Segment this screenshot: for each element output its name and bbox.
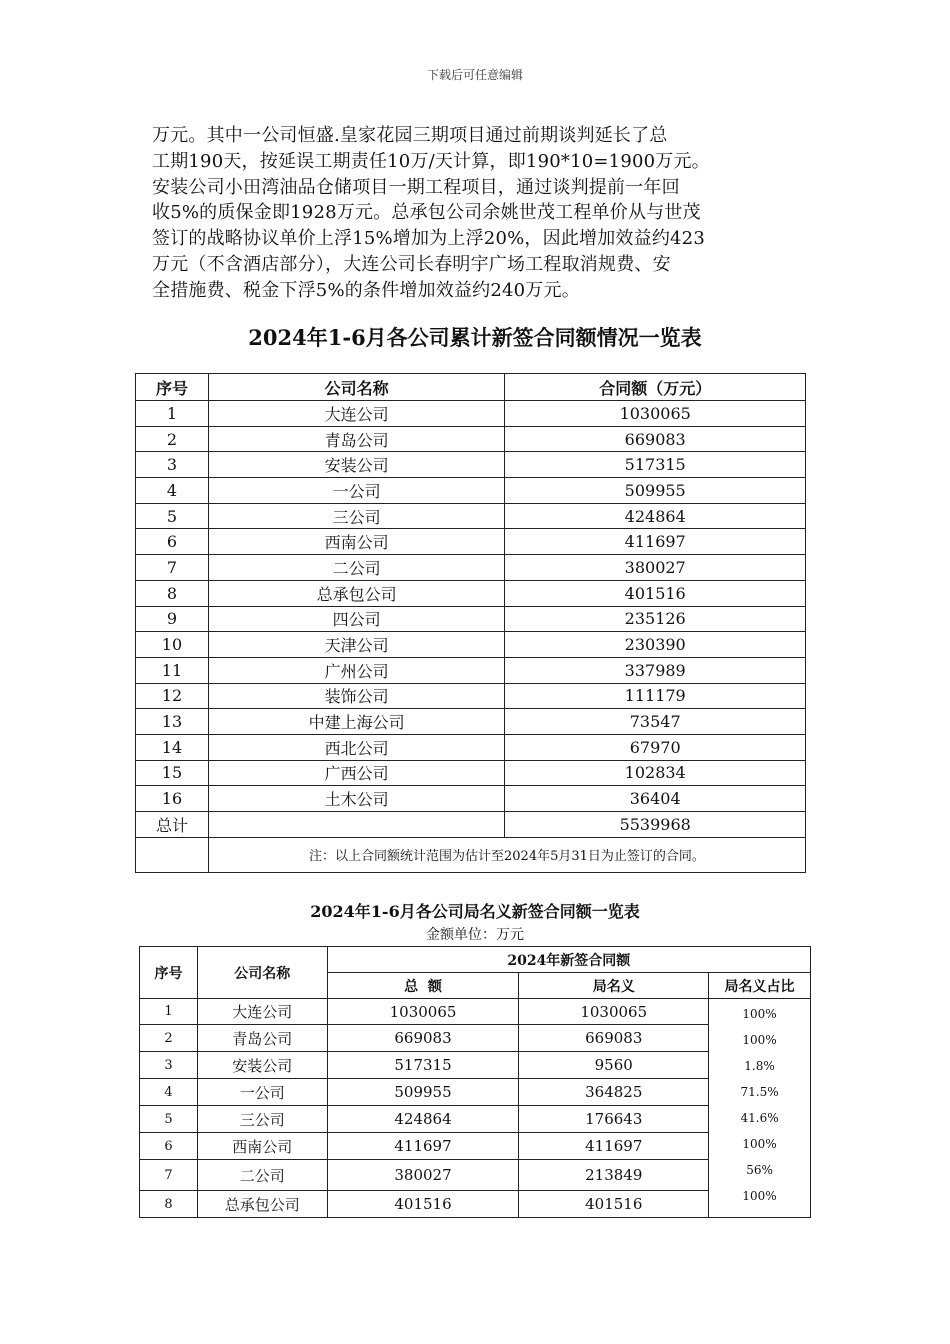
table-row (136, 426, 806, 452)
row-bureau: 364825 (519, 1079, 709, 1106)
row-bureau: 213849 (519, 1160, 709, 1191)
note-empty (136, 837, 209, 872)
table1-title: 2024年1-6月各公司累计新签合同额情况一览表 (248, 325, 702, 350)
row-seq: 2 (136, 426, 209, 452)
table-note: 注：以上合同额统计范围为估计至2024年5月31日为止签订的合同。 (208, 837, 805, 872)
table-row (136, 709, 806, 735)
row-company: 中建上海公司 (208, 709, 505, 735)
row-seq: 10 (136, 632, 209, 658)
row-company: 西南公司 (197, 1133, 327, 1160)
row-amount: 380027 (505, 555, 806, 581)
total-value: 5539968 (505, 812, 806, 838)
row-seq: 16 (136, 786, 209, 812)
row-company: 西北公司 (208, 734, 505, 760)
row-company: 三公司 (197, 1106, 327, 1133)
paragraph-line: 收5%的质保金即1928万元。总承包公司余姚世茂工程单价从与世茂 (152, 202, 701, 224)
row-company: 大连公司 (197, 999, 327, 1025)
row-amount: 1030065 (505, 401, 806, 427)
row-total: 401516 (327, 1191, 519, 1218)
row-company: 广州公司 (208, 657, 505, 683)
row-amount: 509955 (505, 478, 806, 504)
row-amount: 411697 (505, 529, 806, 555)
ratio-value: 41.6% (740, 1111, 779, 1125)
ratio-column (709, 999, 811, 1218)
row-company: 安装公司 (208, 452, 505, 478)
row-company: 总承包公司 (208, 580, 505, 606)
header-bureau: 局名义 (519, 973, 709, 999)
row-amount: 67970 (505, 734, 806, 760)
row-seq: 14 (136, 734, 209, 760)
header-total: 总 额 (327, 973, 519, 999)
row-seq: 15 (136, 760, 209, 786)
row-amount: 102834 (505, 760, 806, 786)
header-seq: 序号 (136, 374, 209, 401)
row-amount: 230390 (505, 632, 806, 658)
header-company: 公司名称 (208, 374, 505, 401)
header-company: 公司名称 (197, 947, 327, 999)
row-company: 二公司 (197, 1160, 327, 1191)
row-total: 380027 (327, 1160, 519, 1191)
total-label: 总计 (136, 812, 209, 838)
row-bureau: 9560 (519, 1052, 709, 1079)
total-row (136, 812, 806, 838)
row-company: 安装公司 (197, 1052, 327, 1079)
amount-unit: 金额单位：万元 (426, 927, 524, 943)
table-row (136, 683, 806, 709)
row-amount: 111179 (505, 683, 806, 709)
paragraph-line: 万元。其中一公司恒盛.皇家花园三期项目通过前期谈判延长了总 (152, 125, 668, 146)
row-company: 土木公司 (208, 786, 505, 812)
row-company: 西南公司 (208, 529, 505, 555)
header-note: 下载后可任意编辑 (426, 68, 523, 82)
row-seq: 4 (136, 478, 209, 504)
row-total: 424864 (327, 1106, 519, 1133)
row-bureau: 669083 (519, 1025, 709, 1052)
header-group: 2024年新签合同额 (327, 947, 810, 973)
table-row (136, 503, 806, 529)
ratio-value: 71.5% (740, 1085, 779, 1099)
contract-table (135, 373, 806, 873)
table-row (136, 478, 806, 504)
table-row (136, 786, 806, 812)
ratio-value: 100% (742, 1007, 777, 1021)
table-row (136, 632, 806, 658)
row-amount: 73547 (505, 709, 806, 735)
row-total: 1030065 (327, 999, 519, 1025)
row-amount: 337989 (505, 657, 806, 683)
table2-title: 2024年1-6月各公司局名义新签合同额一览表 (310, 902, 640, 921)
row-amount: 424864 (505, 503, 806, 529)
row-bureau: 176643 (519, 1106, 709, 1133)
row-company: 三公司 (208, 503, 505, 529)
row-seq: 13 (136, 709, 209, 735)
paragraph-line: 安装公司小田湾油品仓储项目一期工程项目，通过谈判提前一年回 (152, 176, 680, 198)
row-amount: 669083 (505, 426, 806, 452)
table-row (136, 760, 806, 786)
ratio-value: 100% (742, 1189, 777, 1203)
row-company: 总承包公司 (197, 1191, 327, 1218)
row-seq: 5 (136, 503, 209, 529)
ratio-value: 100% (742, 1033, 777, 1047)
row-seq: 3 (140, 1052, 198, 1079)
row-seq: 8 (140, 1191, 198, 1218)
row-seq: 6 (140, 1133, 198, 1160)
row-seq: 8 (136, 580, 209, 606)
row-seq: 6 (136, 529, 209, 555)
row-seq: 1 (136, 401, 209, 427)
table-header-row (136, 374, 806, 401)
paragraph-line: 工期190天，按延误工期责任10万/天计算，即190*10=1900万元。 (152, 150, 710, 172)
table-row (140, 999, 811, 1025)
row-seq: 9 (136, 606, 209, 632)
row-seq: 1 (140, 999, 198, 1025)
row-amount: 401516 (505, 580, 806, 606)
row-amount: 36404 (505, 786, 806, 812)
table-row (136, 452, 806, 478)
row-seq: 5 (140, 1106, 198, 1133)
table-row (136, 657, 806, 683)
row-bureau: 411697 (519, 1133, 709, 1160)
bureau-table (139, 946, 811, 1218)
row-seq: 7 (136, 555, 209, 581)
row-total: 517315 (327, 1052, 519, 1079)
row-company: 四公司 (208, 606, 505, 632)
row-seq: 12 (136, 683, 209, 709)
row-bureau: 1030065 (519, 999, 709, 1025)
row-seq: 4 (140, 1079, 198, 1106)
ratio-value: 1.8% (744, 1059, 775, 1073)
paragraph-line: 签订的战略协议单价上浮15%增加为上浮20%，因此增加效益约423 (152, 228, 705, 250)
body-paragraph (152, 123, 812, 304)
row-company: 青岛公司 (197, 1025, 327, 1052)
header-amount: 合同额（万元） (505, 374, 806, 401)
table-row (136, 401, 806, 427)
row-company: 一公司 (197, 1079, 327, 1106)
row-total: 411697 (327, 1133, 519, 1160)
row-bureau: 401516 (519, 1191, 709, 1218)
total-empty (208, 812, 505, 838)
row-total: 669083 (327, 1025, 519, 1052)
row-company: 青岛公司 (208, 426, 505, 452)
row-company: 装饰公司 (208, 683, 505, 709)
paragraph-line: 全措施费、税金下浮5%的条件增加效益约240万元。 (152, 279, 580, 301)
ratio-value: 100% (742, 1137, 777, 1151)
row-amount: 235126 (505, 606, 806, 632)
table-header-row (140, 947, 811, 973)
table-row (136, 555, 806, 581)
row-seq: 11 (136, 657, 209, 683)
row-seq: 2 (140, 1025, 198, 1052)
row-amount: 517315 (505, 452, 806, 478)
row-company: 天津公司 (208, 632, 505, 658)
row-company: 大连公司 (208, 401, 505, 427)
table-row (136, 529, 806, 555)
note-row (136, 837, 806, 872)
row-seq: 3 (136, 452, 209, 478)
table-row (136, 580, 806, 606)
header-ratio: 局名义占比 (709, 973, 811, 999)
row-company: 一公司 (208, 478, 505, 504)
table-row (136, 606, 806, 632)
row-seq: 7 (140, 1160, 198, 1191)
ratio-value: 56% (746, 1163, 773, 1177)
header-seq: 序号 (140, 947, 198, 999)
paragraph-line: 万元（不含酒店部分），大连公司长春明宇广场工程取消规费、安 (152, 253, 671, 275)
row-total: 509955 (327, 1079, 519, 1106)
table-row (136, 734, 806, 760)
row-company: 广西公司 (208, 760, 505, 786)
row-company: 二公司 (208, 555, 505, 581)
